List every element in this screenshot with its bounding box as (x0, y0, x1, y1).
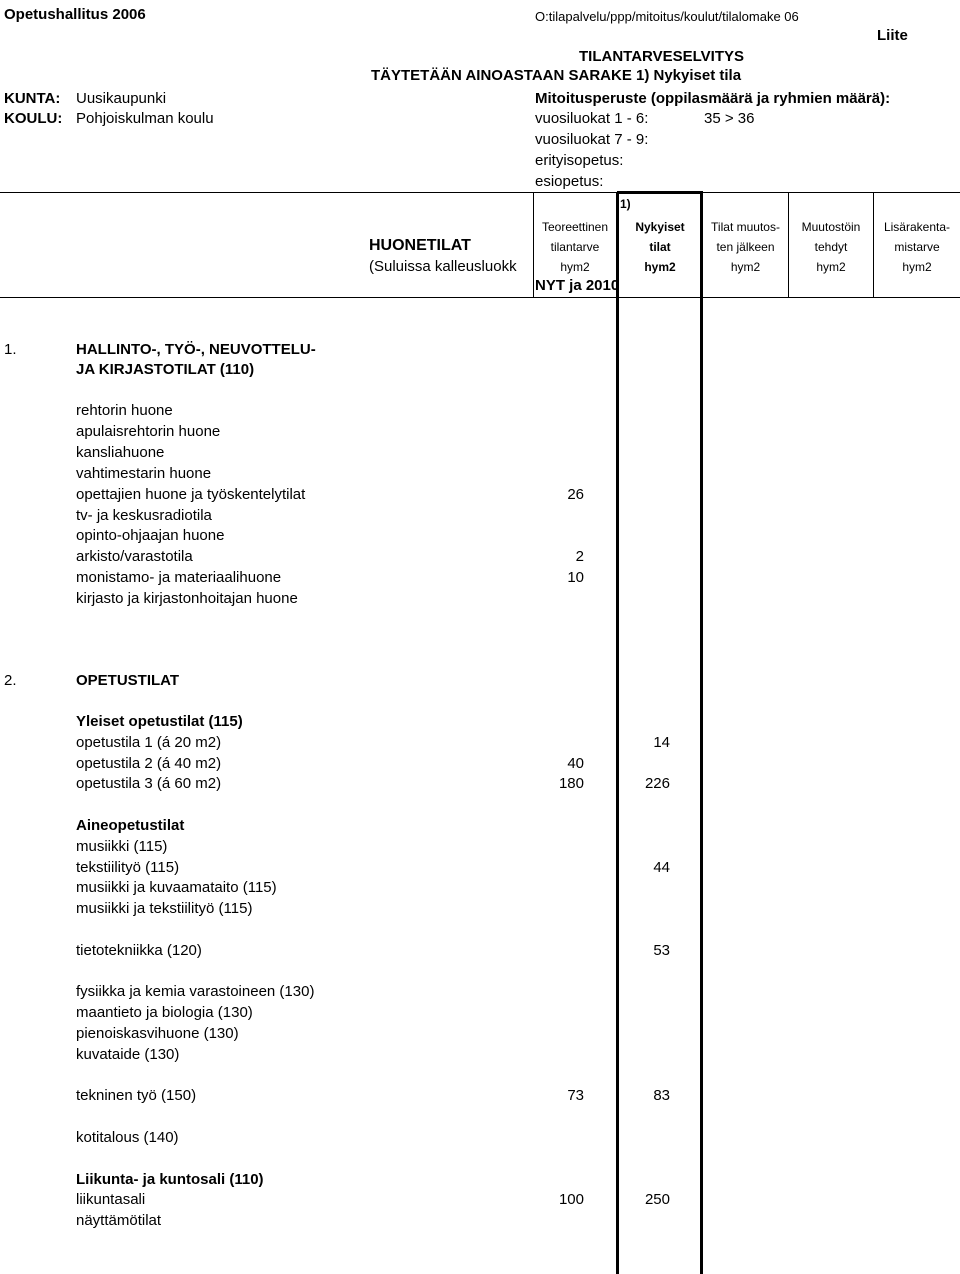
row-label: pienoiskasvihuone (130) (76, 1025, 239, 1042)
cost-class-note: (Suluissa kalleusluokk (369, 258, 517, 275)
grades-1-6-label: vuosiluokat 1 - 6: (535, 110, 649, 127)
row-label: musiikki (115) (76, 837, 168, 855)
file-path: O:tilapalvelu/ppp/mitoitus/koulut/tilalomake 06 (535, 9, 799, 24)
doc-subtitle: TÄYTETÄÄN AINOASTAAN SARAKE 1) Nykyiset tila (371, 67, 742, 84)
row-value-theoretical: 73 (567, 1087, 584, 1105)
col4-head-3: hym2 (816, 260, 846, 274)
attachment-label: Liite (877, 27, 908, 44)
rooms-heading: HUONETILAT (369, 237, 471, 254)
basis-label: Mitoitusperuste (oppilasmäärä ja ryhmien määrä): (535, 90, 891, 107)
row-label: opinto-ohjaajan huone (76, 527, 225, 545)
col4-head-2: tehdyt (814, 240, 848, 254)
grades-7-9-label: vuosiluokat 7 - 9: (535, 131, 649, 148)
col5-head-2: mistarve (894, 240, 940, 254)
section2-number: 2. (4, 672, 17, 689)
col2-head-3: hym2 (644, 260, 676, 274)
col3-head-3: hym2 (730, 260, 761, 274)
row-value-current: 226 (644, 775, 670, 793)
col2-head-2: tilat (649, 240, 671, 254)
now-2010-label: NYT ja 2010 (535, 277, 620, 294)
doc-title: TILANTARVESELVITYS (579, 48, 745, 65)
grades-1-6-value: 35 > 36 (704, 110, 755, 127)
row-label: tekninen työ (150) (76, 1087, 197, 1105)
row-label: musiikki ja tekstiilityö (115) (76, 900, 253, 918)
row-label: fysiikka ja kemia varastoineen (130) (76, 983, 315, 1001)
col3-head-1: Tilat muutos- (711, 220, 780, 234)
row-label: opetustila 2 (á 40 m2) (76, 754, 222, 772)
col2-right-border (700, 192, 703, 1274)
section2-title: OPETUSTILAT (76, 672, 180, 689)
section1-title-2: JA KIRJASTOTILAT (110) (76, 361, 255, 378)
koulu-label: KOULU: (4, 110, 63, 127)
row-label: musiikki ja kuvaamataito (115) (76, 879, 277, 897)
row-label: arkisto/varastotila (76, 548, 193, 566)
row-label: kuvataide (130) (76, 1045, 180, 1063)
section1-number: 1. (4, 341, 17, 358)
col5-head-3: hym2 (902, 260, 932, 274)
col2-head-1: Nykyiset (635, 220, 685, 234)
col5-head-1: Lisärakenta- (883, 220, 951, 234)
col1-head-3: hym2 (560, 260, 590, 274)
row-label: Yleiset opetustilat (115) (76, 713, 243, 730)
koulu-value: Pohjoiskulman koulu (76, 110, 214, 127)
row-label: apulaisrehtorin huone (76, 422, 221, 440)
row-label: kotitalous (140) (76, 1129, 179, 1146)
section1-title-1: HALLINTO-, TYÖ-, NEUVOTTELU- (76, 341, 316, 358)
row-value-theoretical: 26 (567, 485, 584, 503)
row-label: opettajien huone ja työskentelytilat (76, 485, 306, 503)
row-value-theoretical: 10 (567, 569, 584, 587)
row-label: tietotekniikka (120) (76, 941, 202, 959)
row-label: kansliahuone (76, 443, 165, 461)
row-value-current: 14 (653, 733, 670, 751)
row-label: liikuntasali (76, 1191, 146, 1209)
row-label: Liikunta- ja kuntosali (110) (76, 1170, 264, 1188)
row-value-theoretical: 2 (575, 548, 584, 566)
kunta-label: KUNTA: (4, 90, 61, 107)
col2-marker: 1) (620, 197, 631, 211)
row-value-current: 83 (653, 1087, 670, 1105)
row-label: rehtorin huone (76, 402, 173, 419)
row-label: tekstiilityö (115) (76, 858, 180, 876)
row-value-current: 44 (653, 858, 670, 876)
col1-head-1: Teoreettinen (541, 220, 609, 234)
col1-head-2: tilantarve (550, 240, 600, 254)
header-top-rule (0, 192, 960, 193)
org-name: Opetushallitus 2006 (4, 6, 146, 23)
row-label: opetustila 1 (á 20 m2) (76, 733, 222, 751)
row-value-theoretical: 40 (567, 754, 584, 772)
row-label: monistamo- ja materiaalihuone (76, 569, 282, 587)
header-bottom-rule (0, 297, 960, 298)
col2-left-border (616, 192, 619, 1274)
row-label: kirjasto ja kirjastonhoitajan huone (76, 590, 298, 608)
row-value-theoretical: 100 (558, 1191, 584, 1209)
special-ed-label: erityisopetus: (535, 152, 624, 169)
preschool-label: esiopetus: (535, 173, 604, 190)
row-label: opetustila 3 (á 60 m2) (76, 775, 222, 793)
row-label: näyttämötilat (76, 1212, 162, 1230)
row-label: maantieto ja biologia (130) (76, 1004, 253, 1022)
row-label: vahtimestarin huone (76, 464, 212, 482)
col3-head-2: ten jälkeen (716, 240, 775, 254)
row-value-theoretical: 180 (558, 775, 584, 793)
row-value-current: 250 (644, 1191, 670, 1209)
col4-head-1: Muutostöin (801, 220, 861, 234)
row-value-current: 53 (653, 941, 670, 959)
row-label: tv- ja keskusradiotila (76, 506, 212, 524)
col2-box-top (617, 191, 703, 194)
kunta-value: Uusikaupunki (76, 90, 167, 107)
row-label: Aineopetustilat (76, 817, 185, 834)
